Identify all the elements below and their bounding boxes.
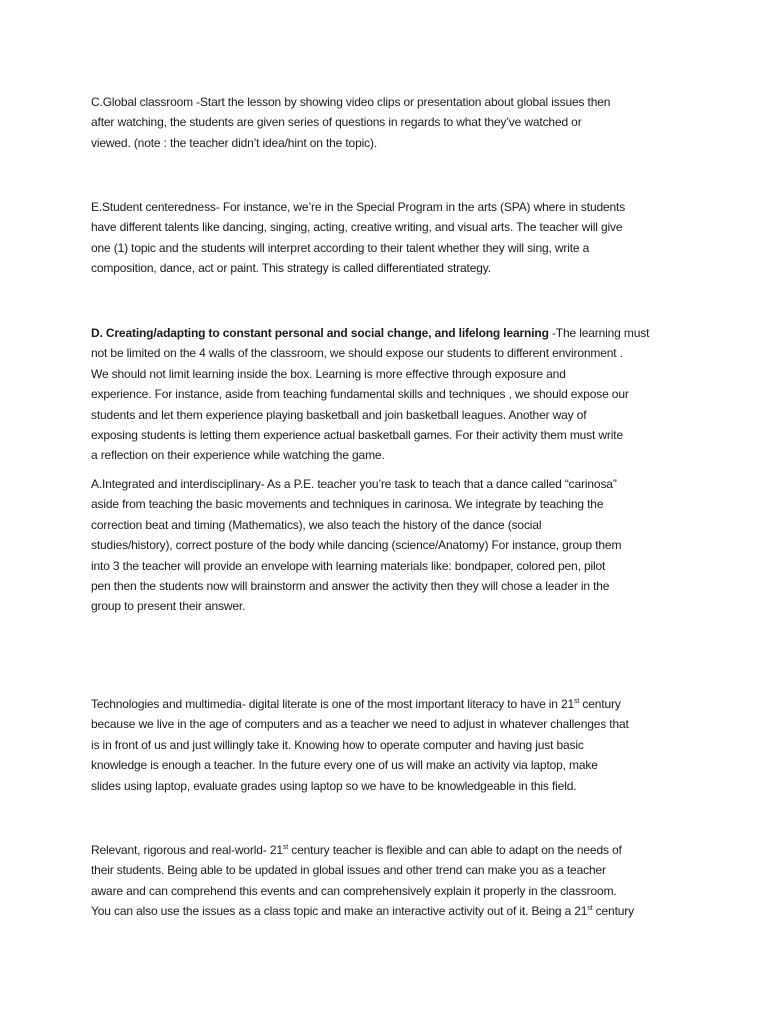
text-line: experience. For instance, aside from teaching fundamental skills and techniques , we should expose our (91, 387, 629, 402)
text-fragment: century (592, 904, 634, 919)
text-line (91, 840, 685, 860)
ordinal-suffix: st (574, 698, 580, 705)
text-fragment: Relevant, rigorous and real-world- 21 (91, 843, 283, 857)
text-line: C.Global classroom -Start the lesson by showing video clips or presentation about global issues then (91, 95, 611, 109)
text-line: is in front of us and just willingly take it. Knowing how to operate computer and having just basic (91, 737, 584, 752)
text-line: group to present their answer. (91, 599, 246, 614)
ordinal-suffix: st (587, 905, 593, 913)
text-line: viewed. (note : the teacher didn’t idea/hint on the topic). (91, 135, 377, 150)
text-line: aware and can comprehend this events and can comprehensively explain it properly in the classroom. (91, 883, 617, 898)
text-line: composition, dance, act or paint. This strategy is called differentiated strategy. (91, 261, 491, 276)
text-line: a reflection on their experience while watching the game. (91, 448, 385, 463)
paragraph-technologies (91, 694, 685, 796)
text-line: knowledge is enough a teacher. In the future every one of us will make an activity via laptop, make (91, 758, 598, 773)
text-fragment: Technologies and multimedia- digital literate is one of the most important literacy to have in 21 (91, 697, 575, 711)
text-line: students and let them experience playing basketball and join basketball leagues. Another way of (91, 407, 587, 422)
text-fragment: century (579, 697, 621, 711)
paragraph-student-centeredness (91, 197, 685, 279)
paragraph-global-classroom (91, 92, 685, 153)
text-line: have different talents like dancing, singing, acting, creative writing, and visual arts. The teacher will give (91, 220, 623, 235)
text-line (91, 694, 685, 714)
text-line: We should not limit learning inside the box. Learning is more effective through exposure and (91, 366, 566, 381)
text-line: correction beat and timing (Mathematics), we also teach the history of the dance (social (91, 517, 542, 532)
text-fragment: -The learning must (548, 326, 650, 340)
text-line: E.Student centeredness- For instance, we’re in the Special Program in the arts (SPA) where in students (91, 200, 626, 214)
text-line: because we live in the age of computers and as a teacher we need to adjust in whatever challenges that (91, 717, 629, 732)
text-line (91, 901, 685, 921)
text-fragment: century teacher is flexible and can able to adapt on the needs of (288, 843, 622, 857)
text-line: exposing students is letting them experience actual basketball games. For their activity them must write (91, 428, 623, 443)
text-line (91, 323, 685, 343)
section-heading: D. Creating/adapting to constant personal and social change, and lifelong learning (91, 326, 549, 340)
paragraph-relevant (91, 840, 685, 922)
text-line: pen then the students now will brainstorm and answer the activity then they will chose a leader in the (91, 579, 610, 594)
text-line: after watching, the students are given series of questions in regards to what they’ve watched or (91, 115, 582, 130)
text-line: studies/history), correct posture of the body while dancing (science/Anatomy) For instance, group them (91, 538, 622, 553)
text-fragment: You can also use the issues as a class topic and make an interactive activity out of it. Being a 21 (91, 904, 588, 919)
text-line: not be limited on the 4 walls of the classroom, we should expose our students to different environment . (91, 346, 623, 361)
text-line: one (1) topic and the students will interpret according to their talent whether they will sing, write a (91, 240, 590, 255)
text-line: into 3 the teacher will provide an envelope with learning materials like: bondpaper, colored pen, pilot (91, 558, 606, 573)
text-line: their students. Being able to be updated in global issues and other trend can make you as a teacher (91, 863, 606, 878)
ordinal-suffix: st (282, 844, 289, 851)
text-line: aside from teaching the basic movements and techniques in carinosa. We integrate by teaching the (91, 497, 604, 512)
text-line: slides using laptop, evaluate grades using laptop so we have to be knowledgeable in this field. (91, 778, 577, 793)
text-line: A.Integrated and interdisciplinary- As a P.E. teacher you’re task to teach that a dance called “carinosa” (91, 477, 617, 491)
paragraph-lifelong-learning (91, 323, 685, 466)
paragraph-integrated (91, 474, 685, 617)
